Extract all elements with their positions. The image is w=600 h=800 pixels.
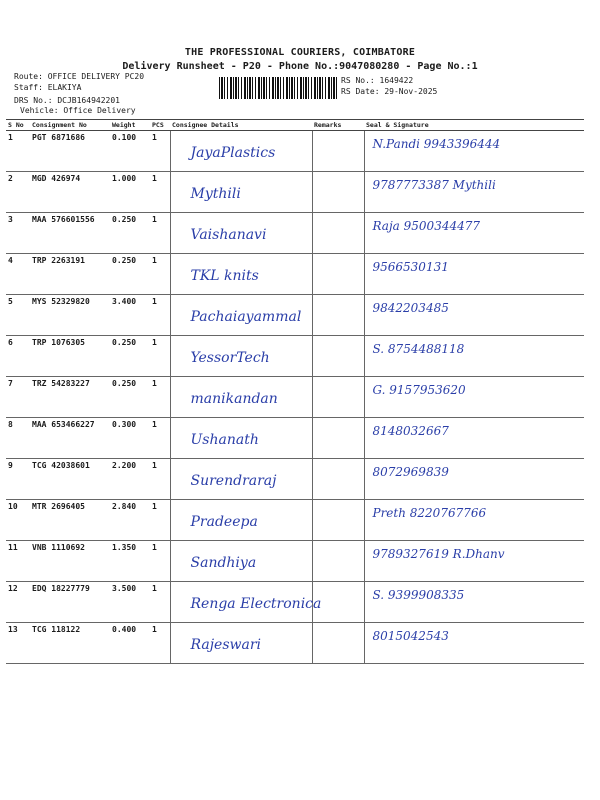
col-pcs: PCS <box>150 120 170 131</box>
consignee-handwriting: Renga Electronica <box>190 596 322 612</box>
consignee-handwriting: Mythili <box>190 186 241 202</box>
signature-cell <box>364 541 584 582</box>
consignee-cell <box>170 418 312 459</box>
signature-handwriting: G. 9157953620 <box>372 383 466 397</box>
signature-handwriting: N.Pandi 9943396444 <box>372 137 501 151</box>
signature-cell <box>364 295 584 336</box>
pcs: 1 <box>150 418 170 459</box>
consignee-cell <box>170 172 312 213</box>
runsheet-subtitle: Delivery Runsheet - P20 - Phone No.:9047080280 - Page No.:1 <box>122 61 478 72</box>
remarks-cell <box>312 418 364 459</box>
pcs: 1 <box>150 295 170 336</box>
weight: 2.200 <box>110 459 150 500</box>
pcs: 1 <box>150 336 170 377</box>
table-row <box>6 500 584 541</box>
signature-cell <box>364 582 584 623</box>
sno: 7 <box>6 377 30 418</box>
vehicle-label: Vehicle: Office Delivery <box>20 106 136 115</box>
table-row <box>6 459 584 500</box>
consignee-handwriting: manikandan <box>190 391 278 407</box>
signature-handwriting: 8148032667 <box>372 424 449 438</box>
consignee-handwriting: Ushanath <box>190 432 259 448</box>
company-title: THE PROFESSIONAL COURIERS, COIMBATORE <box>184 47 416 58</box>
weight: 0.300 <box>110 418 150 459</box>
consignment-no: MAA 653466227 <box>30 418 110 459</box>
remarks-cell <box>312 459 364 500</box>
table-row <box>6 377 584 418</box>
signature-handwriting: 9566530131 <box>372 260 449 274</box>
consignment-no: PGT 6871686 <box>30 131 110 172</box>
consignee-handwriting: Pradeepa <box>190 514 258 530</box>
consignee-cell <box>170 377 312 418</box>
weight: 0.250 <box>110 336 150 377</box>
route-label: Route: OFFICE DELIVERY PC20 <box>14 72 145 81</box>
table-row <box>6 336 584 377</box>
sno: 2 <box>6 172 30 213</box>
signature-handwriting: 9842203485 <box>372 301 449 315</box>
signature-cell <box>364 377 584 418</box>
weight: 0.100 <box>110 131 150 172</box>
barcode <box>219 77 337 99</box>
consignment-no: MGD 426974 <box>30 172 110 213</box>
consignee-handwriting: TKL knits <box>190 268 259 284</box>
remarks-cell <box>312 582 364 623</box>
runsheet-table <box>6 119 584 664</box>
consignment-no: MYS 52329820 <box>30 295 110 336</box>
table-row <box>6 213 584 254</box>
sno: 9 <box>6 459 30 500</box>
weight: 0.250 <box>110 254 150 295</box>
signature-cell <box>364 418 584 459</box>
remarks-cell <box>312 623 364 664</box>
pcs: 1 <box>150 172 170 213</box>
pcs: 1 <box>150 623 170 664</box>
signature-handwriting: S. 9399908335 <box>372 588 465 602</box>
consignee-cell <box>170 541 312 582</box>
consignee-handwriting: Vaishanavi <box>190 227 267 243</box>
pcs: 1 <box>150 254 170 295</box>
consignment-no: VNB 1110692 <box>30 541 110 582</box>
sno: 11 <box>6 541 30 582</box>
consignee-cell <box>170 336 312 377</box>
table-row <box>6 623 584 664</box>
weight: 3.500 <box>110 582 150 623</box>
table-row <box>6 295 584 336</box>
signature-handwriting: Raja 9500344477 <box>372 219 481 233</box>
table-row <box>6 582 584 623</box>
table-row <box>6 131 584 172</box>
weight: 1.350 <box>110 541 150 582</box>
pcs: 1 <box>150 500 170 541</box>
staff-label: Staff: ELAKIYA <box>14 83 82 92</box>
consignment-no: TCG 118122 <box>30 623 110 664</box>
signature-handwriting: Preth 8220767766 <box>372 506 487 520</box>
consignment-no: TRP 2263191 <box>30 254 110 295</box>
remarks-cell <box>312 541 364 582</box>
weight: 1.000 <box>110 172 150 213</box>
consignment-no: TCG 42038601 <box>30 459 110 500</box>
consignee-cell <box>170 213 312 254</box>
sno: 8 <box>6 418 30 459</box>
signature-cell <box>364 213 584 254</box>
table-row <box>6 254 584 295</box>
signature-cell <box>364 500 584 541</box>
signature-handwriting: 8072969839 <box>372 465 449 479</box>
pcs: 1 <box>150 377 170 418</box>
signature-cell <box>364 172 584 213</box>
consignee-cell <box>170 623 312 664</box>
drs-number: DRS No.: DCJB164942201 <box>14 96 120 105</box>
sno: 10 <box>6 500 30 541</box>
table-row <box>6 172 584 213</box>
remarks-cell <box>312 377 364 418</box>
sno: 12 <box>6 582 30 623</box>
remarks-cell <box>312 295 364 336</box>
pcs: 1 <box>150 582 170 623</box>
col-weight: Weight <box>110 120 150 131</box>
consignee-handwriting: Rajeswari <box>190 637 262 653</box>
weight: 3.400 <box>110 295 150 336</box>
signature-handwriting: 9789327619 R.Dhanv <box>372 547 505 561</box>
col-consignment: Consignment No <box>30 120 110 131</box>
remarks-cell <box>312 336 364 377</box>
remarks-cell <box>312 500 364 541</box>
consignee-cell <box>170 254 312 295</box>
sno: 1 <box>6 131 30 172</box>
sno: 3 <box>6 213 30 254</box>
consignee-handwriting: Surendraraj <box>190 473 277 489</box>
weight: 0.400 <box>110 623 150 664</box>
consignee-cell <box>170 131 312 172</box>
pcs: 1 <box>150 213 170 254</box>
consignee-handwriting: YessorTech <box>190 350 270 366</box>
table-row <box>6 418 584 459</box>
signature-handwriting: 9787773387 Mythili <box>372 178 496 192</box>
table-header <box>6 120 584 131</box>
signature-handwriting: S. 8754488118 <box>372 342 465 356</box>
table-row <box>6 541 584 582</box>
pcs: 1 <box>150 541 170 582</box>
col-remarks: Remarks <box>312 120 364 131</box>
signature-cell <box>364 254 584 295</box>
signature-handwriting: 8015042543 <box>372 629 449 643</box>
rs-date: RS Date: 29-Nov-2025 <box>341 87 438 96</box>
signature-cell <box>364 131 584 172</box>
consignment-no: MTR 2696405 <box>30 500 110 541</box>
consignee-cell <box>170 500 312 541</box>
consignment-no: TRZ 54283227 <box>30 377 110 418</box>
consignment-no: MAA 576601556 <box>30 213 110 254</box>
consignment-no: TRP 1076305 <box>30 336 110 377</box>
sno: 4 <box>6 254 30 295</box>
signature-cell <box>364 336 584 377</box>
signature-cell <box>364 623 584 664</box>
col-signature: Seal & Signature <box>364 120 584 131</box>
rs-number: RS No.: 1649422 <box>341 76 414 85</box>
consignment-no: EDQ 18227779 <box>30 582 110 623</box>
pcs: 1 <box>150 459 170 500</box>
remarks-cell <box>312 254 364 295</box>
consignee-cell <box>170 582 322 623</box>
remarks-cell <box>312 172 364 213</box>
weight: 2.840 <box>110 500 150 541</box>
remarks-cell <box>312 131 364 172</box>
consignee-cell <box>170 459 312 500</box>
col-sno: S No <box>6 120 30 131</box>
weight: 0.250 <box>110 213 150 254</box>
consignee-cell <box>170 295 312 336</box>
consignee-handwriting: Pachaiayammal <box>190 309 302 325</box>
sno: 5 <box>6 295 30 336</box>
remarks-cell <box>312 213 364 254</box>
pcs: 1 <box>150 131 170 172</box>
weight: 0.250 <box>110 377 150 418</box>
col-consignee: Consignee Details <box>170 120 312 131</box>
sno: 6 <box>6 336 30 377</box>
consignee-handwriting: JayaPlastics <box>190 145 276 161</box>
signature-cell <box>364 459 584 500</box>
sno: 13 <box>6 623 30 664</box>
consignee-handwriting: Sandhiya <box>190 555 257 571</box>
